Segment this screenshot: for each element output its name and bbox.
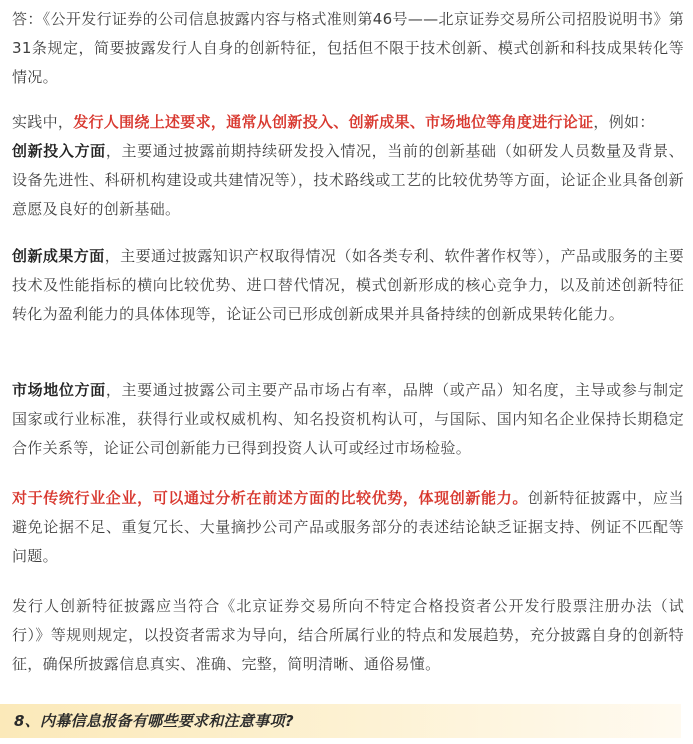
disclosure-requirement-text: 发行人创新特征披露应当符合《北京证券交易所向不特定合格投资者公开发行股票注册办法（试行）》等规则规定，以投资者需求为导向，结合所属行业的特点和发展趋势，充分披露自身的创新特征，确保所披露信息真实、准确、完整，简明清晰、通俗易懂。: [12, 597, 684, 673]
practice-after-highlight: ，例如：: [593, 113, 655, 131]
practice-paragraph: [12, 108, 684, 224]
market-position-paragraph: [12, 376, 684, 463]
innovation-input-term: 创新投入方面: [12, 142, 106, 160]
innovation-results-paragraph: [12, 242, 684, 329]
question-heading: 8、内幕信息报备有哪些要求和注意事项?: [14, 712, 294, 730]
innovation-results-term: 创新成果方面: [12, 247, 105, 265]
innovation-input-body: ，主要通过披露前期持续研发投入情况，当前的创新基础（如研发人员数量及背景、设备先进性、科研机构建设或共建情况等），技术路线或工艺的比较优势等方面，论证企业具备创新意愿及良好的创新基础。: [12, 142, 684, 218]
traditional-industry-highlight: 对于传统行业企业，可以通过分析在前述方面的比较优势，体现创新能力。: [12, 489, 528, 507]
practice-highlight: 发行人围绕上述要求，通常从创新投入、创新成果、市场地位等角度进行论证: [73, 113, 594, 131]
innovation-results-body: ，主要通过披露知识产权取得情况（如各类专利、软件著作权等），产品或服务的主要技术及性能指标的横向比较优势、进口替代情况，模式创新形成的核心竞争力，以及前述创新特征转化为盈利能力的具体体现等，论证公司已形成创新成果并具备持续的创新成果转化能力。: [12, 247, 684, 323]
traditional-industry-body: 创新特征披露中，应当避免论据不足、重复冗长、大量摘抄公司产品或服务部分的表述结论缺乏证据支持、例证不匹配等问题。: [12, 489, 684, 565]
practice-lead: 实践中，: [12, 113, 74, 131]
market-position-term: 市场地位方面: [12, 381, 106, 399]
disclosure-requirement-paragraph: [12, 592, 684, 679]
question-heading-box: [0, 704, 681, 738]
market-position-body: ，主要通过披露公司主要产品市场占有率，品牌（或产品）知名度，主导或参与制定国家或行业标准，获得行业或权威机构、知名投资机构认可，与国际、国内知名企业保持长期稳定合作关系等，论证公司创新能力已得到投资人认可或经过市场检验。: [12, 381, 684, 457]
answer-text: 答：《公开发行证券的公司信息披露内容与格式准则第46号——北京证券交易所公司招股说明书》第31条规定，简要披露发行人自身的创新特征，包括但不限于技术创新、模式创新和科技成果转化等情况。: [12, 10, 684, 86]
answer-paragraph: [12, 5, 684, 92]
traditional-industry-paragraph: [12, 484, 684, 571]
